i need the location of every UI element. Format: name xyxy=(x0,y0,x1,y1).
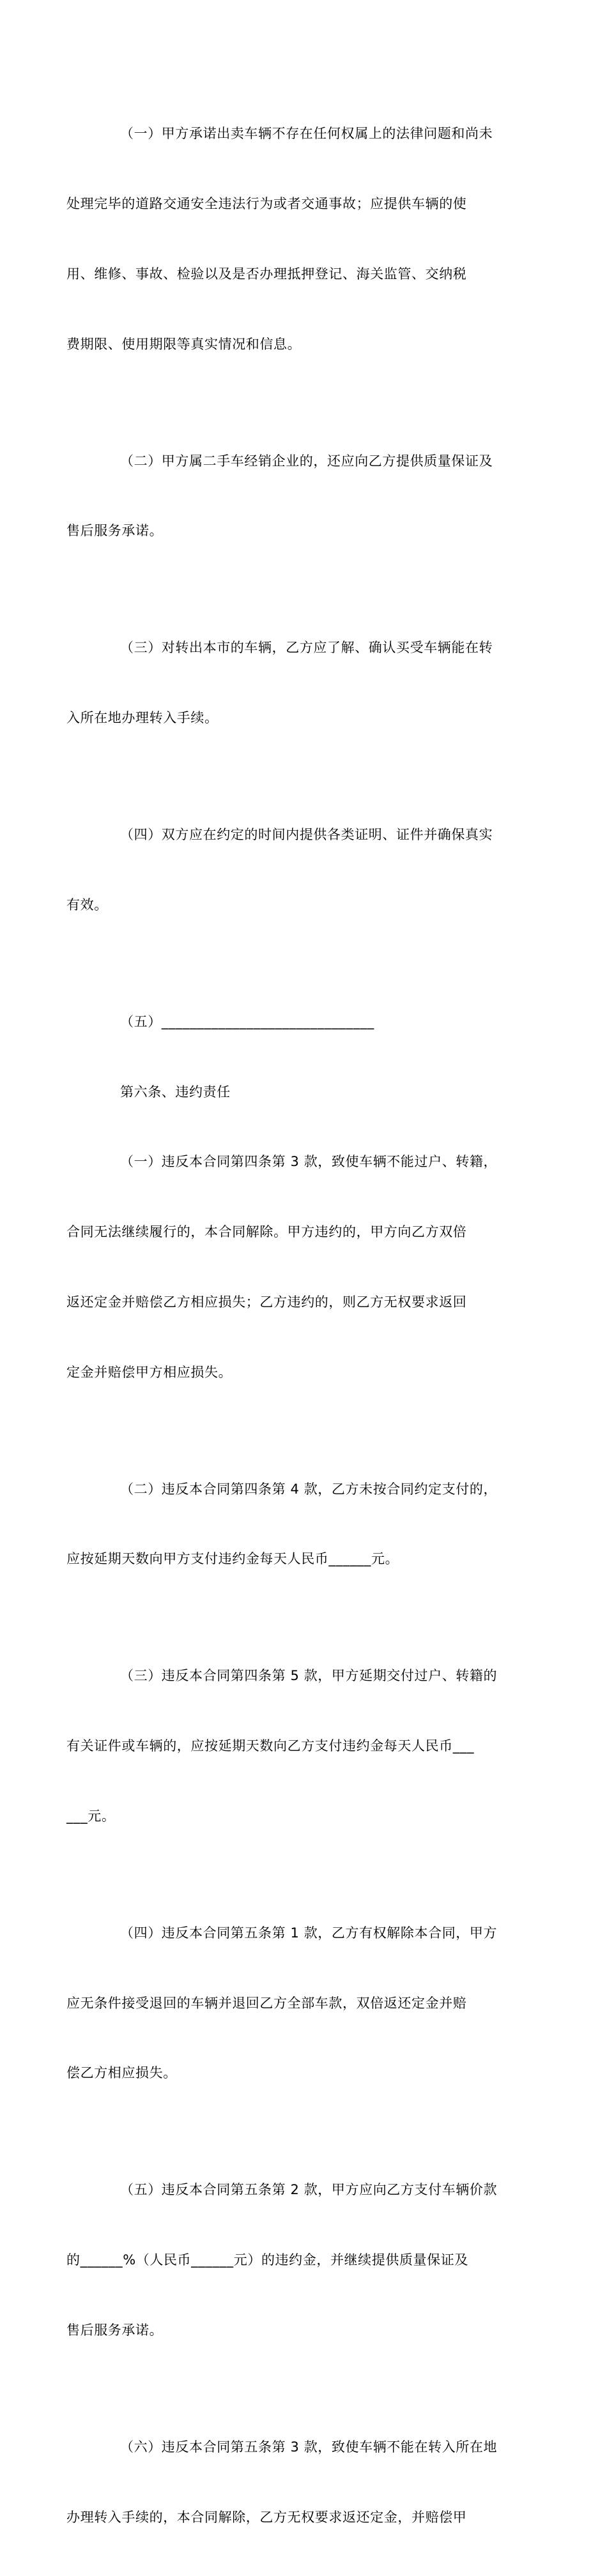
text-line: （四）违反本合同第五条第 1 款，乙方有权解除本合同，甲方 xyxy=(120,1925,498,1941)
text-line: 办理转入手续的，本合同解除，乙方无权要求返还定金，并赔偿甲 xyxy=(66,2509,467,2525)
clause-5-item-5 xyxy=(93,964,518,1080)
clause-6-item-2 xyxy=(66,1430,518,1618)
text-line: （五）违反本合同第五条第 2 款，甲方应向乙方支付车辆价款 xyxy=(120,2182,498,2198)
article-6-heading: 第六条、违约责任 xyxy=(120,1084,231,1100)
text-line: 返还定金并赔偿乙方相应损失；乙方违约的，则乙方无权要求返回 xyxy=(66,1294,467,1310)
clause-5-item-2 xyxy=(66,402,518,589)
text-line: 有关证件或车辆的，应按延期天数向乙方支付违约金每天人民币___ xyxy=(66,1738,475,1754)
text-line: 应按延期天数向甲方支付违约金每天人民币______元。 xyxy=(66,1551,399,1567)
clause-5-item-4 xyxy=(66,777,518,964)
text-line: 定金并赔偿甲方相应损失。 xyxy=(66,1364,233,1380)
text-line: （五）______________________________ xyxy=(120,1013,374,1029)
text-line: （一）违反本合同第四条第 3 款，致使车辆不能过户、转籍， xyxy=(120,1154,498,1170)
clause-6-item-4 xyxy=(66,1875,518,2132)
text-line: 偿乙方相应损失。 xyxy=(66,2065,177,2081)
text-line: 用、维修、事故、检验以及是否办理抵押登记、海关监管、交纳税 xyxy=(66,266,467,282)
clause-5-item-1 xyxy=(66,75,518,402)
clause-6-item-5 xyxy=(66,2132,518,2389)
clause-6-item-6 xyxy=(66,2389,518,2576)
document-body xyxy=(66,75,518,2576)
text-line: 入所在地办理转入手续。 xyxy=(66,710,219,726)
clause-5-item-3 xyxy=(66,589,518,777)
text-line: （四）双方应在约定的时间内提供各类证明、证件并确保真实 xyxy=(120,827,493,842)
text-line: 的______%（人民币______元）的违约金，并继续提供质量保证及 xyxy=(66,2252,468,2268)
text-line: （二）违反本合同第四条第 4 款，乙方未按合同约定支付的， xyxy=(120,1481,498,1497)
text-line: 有效。 xyxy=(66,897,108,913)
text-line: 售后服务承诺。 xyxy=(66,523,164,539)
clause-6-item-1 xyxy=(66,1103,518,1430)
clause-6-item-3 xyxy=(66,1618,518,1875)
text-line: （六）违反本合同第五条第 3 款，致使车辆不能在转入所在地 xyxy=(120,2439,498,2455)
text-line: （三）违反本合同第四条第 5 款，甲方延期交付过户、转籍的 xyxy=(120,1668,498,1684)
text-line: 合同无法继续履行的，本合同解除。甲方违约的，甲方向乙方双倍 xyxy=(66,1224,467,1240)
text-line: 应无条件接受退回的车辆并退回乙方全部车款，双倍返还定金并赔 xyxy=(66,1995,467,2011)
text-line: ___元。 xyxy=(66,1808,116,1824)
text-line: （三）对转出本市的车辆，乙方应了解、确认买受车辆能在转 xyxy=(120,640,493,656)
text-line: （一）甲方承诺出卖车辆不存在任何权属上的法律问题和尚未 xyxy=(120,126,493,142)
text-line: 费期限、使用期限等真实情况和信息。 xyxy=(66,336,302,352)
text-line: 处理完毕的道路交通安全违法行为或者交通事故；应提供车辆的使 xyxy=(66,195,467,211)
text-line: （二）甲方属二手车经销企业的，还应向乙方提供质量保证及 xyxy=(120,453,493,469)
text-line: 售后服务承诺。 xyxy=(66,2322,164,2338)
